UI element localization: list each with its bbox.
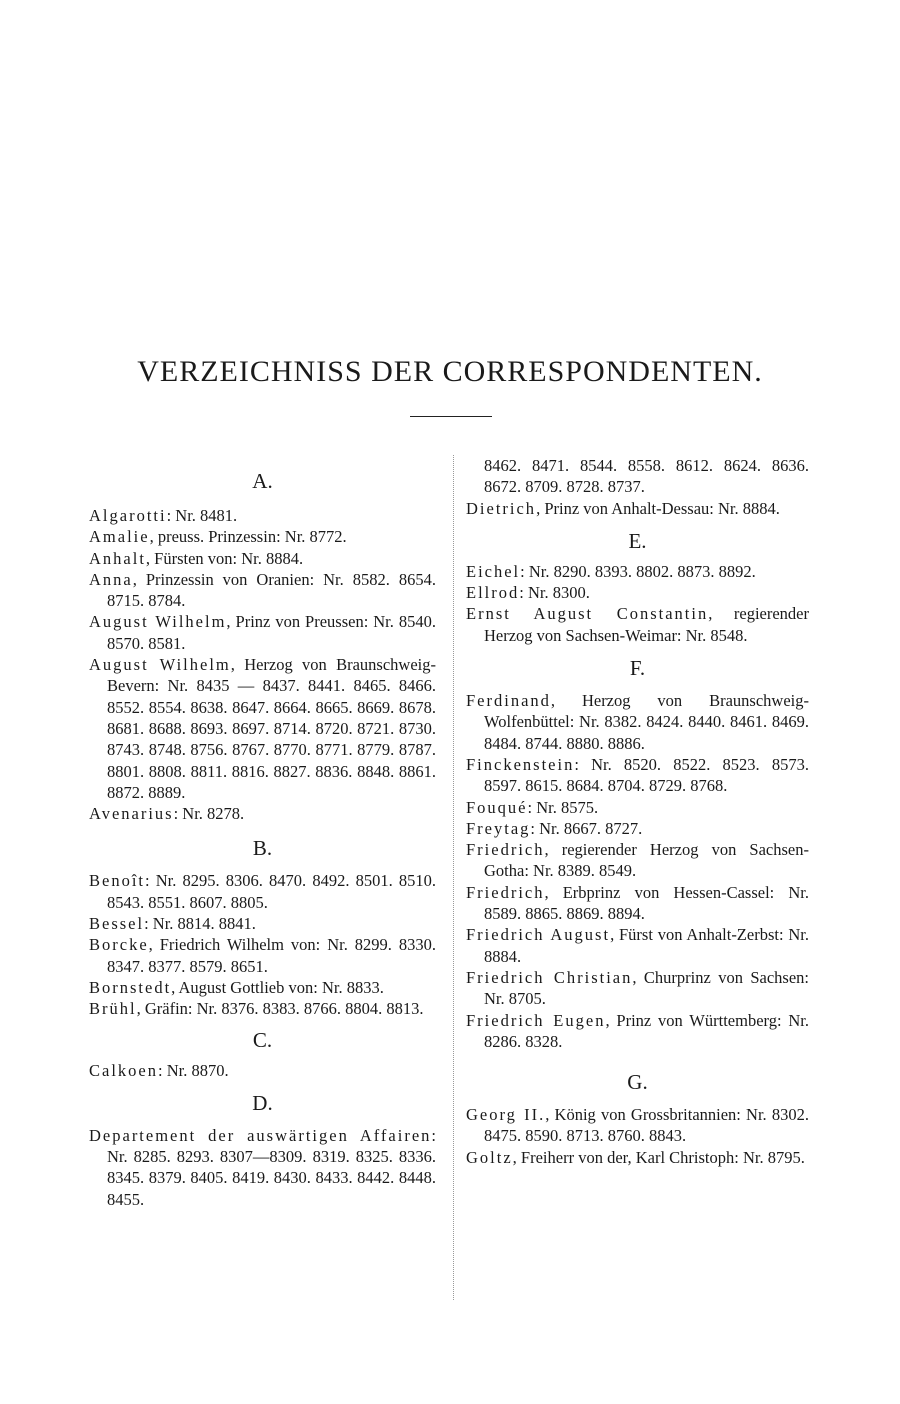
entry-references: , Erbprinz von Hessen-Cassel: Nr. 8589. 8865. 8869. 8894. bbox=[484, 882, 809, 924]
section-letter: D. bbox=[252, 1090, 273, 1115]
entry-references: , Friedrich Wilhelm von: Nr. 8299. 8330. 8347. 8377. 8579. 8651. bbox=[107, 935, 436, 976]
index-entry bbox=[466, 1010, 809, 1053]
correspondent-name: Calkoen bbox=[89, 1060, 158, 1080]
correspondent-name: Friedrich bbox=[466, 840, 545, 860]
index-entry bbox=[89, 913, 436, 934]
entry-references: : Nr. 8278. bbox=[173, 804, 245, 824]
correspondent-name: Borcke bbox=[89, 935, 149, 955]
entry-references: : Nr. 8667. 8727. bbox=[530, 818, 643, 838]
index-entry bbox=[466, 924, 809, 967]
index-entry bbox=[466, 603, 809, 646]
section-letter: G. bbox=[627, 1070, 648, 1095]
entry-references: , Fürsten von: Nr. 8884. bbox=[145, 548, 304, 568]
index-entry bbox=[89, 526, 436, 547]
correspondent-name: Ernst August Constantin bbox=[466, 604, 709, 624]
index-entry bbox=[466, 561, 809, 582]
correspondent-name: Bornstedt bbox=[89, 977, 172, 997]
correspondent-name: Ferdinand bbox=[466, 691, 551, 711]
section-letter: A. bbox=[252, 469, 273, 493]
index-entry bbox=[466, 882, 809, 925]
index-entry bbox=[89, 998, 436, 1019]
section-letter: B. bbox=[252, 836, 273, 861]
right-column bbox=[466, 455, 809, 1168]
entry-references: , Herzog von Braunschweig-Wolfenbüttel: Nr. 8382. 8424. 8440. 8461. 8469. 8484. 8744. 8880. 8886. bbox=[484, 691, 809, 753]
index-entry bbox=[466, 455, 809, 498]
index-entry bbox=[89, 870, 436, 913]
correspondent-name: Benoît bbox=[89, 871, 145, 891]
index-entry bbox=[466, 1147, 809, 1168]
entry-references: : Nr. 8300. bbox=[519, 583, 590, 603]
entry-references: : Nr. 8870. bbox=[158, 1060, 229, 1080]
left-column bbox=[89, 455, 436, 1210]
correspondent-name: Finckenstein bbox=[466, 754, 575, 774]
correspondent-name: Freytag bbox=[466, 818, 531, 838]
title-rule bbox=[410, 416, 492, 417]
correspondent-name: Brühl bbox=[89, 999, 137, 1019]
entry-references: , Prinzessin von Oranien: Nr. 8582. 8654. 8715. 8784. bbox=[107, 569, 436, 611]
correspondent-name: Anna bbox=[89, 569, 133, 589]
entry-references: , König von Grossbritannien: Nr. 8302. 8475. 8590. 8713. 8760. 8843. bbox=[484, 1105, 809, 1146]
index-entry bbox=[466, 754, 809, 797]
column-divider bbox=[453, 455, 454, 1300]
entry-references: , August Gottlieb von: Nr. 8833. bbox=[171, 977, 384, 997]
index-entry bbox=[466, 967, 809, 1010]
index-entry bbox=[466, 839, 809, 882]
entry-references: 8462. 8471. 8544. 8558. 8612. 8624. 8636. 8672. 8709. 8728. 8737. bbox=[484, 456, 809, 497]
index-entry bbox=[89, 1060, 436, 1081]
entry-references: , Fürst von Anhalt-Zerbst: Nr. 8884. bbox=[484, 925, 809, 966]
correspondent-name: Anhalt bbox=[89, 548, 146, 568]
index-entry bbox=[89, 505, 436, 526]
index-entry bbox=[89, 934, 436, 977]
index-entry bbox=[89, 654, 436, 803]
index-entry bbox=[466, 797, 809, 818]
entry-references: : Nr. 8814. 8841. bbox=[144, 914, 256, 934]
page-title: VERZEICHNISS DER CORRESPONDENTEN. bbox=[137, 355, 763, 388]
index-entry bbox=[466, 1104, 809, 1147]
entry-references: , preuss. Prinzessin: Nr. 8772. bbox=[149, 527, 347, 547]
entry-references: : Nr. 8481. bbox=[166, 506, 238, 525]
entry-references: : Nr. 8575. bbox=[527, 797, 599, 817]
entry-references: , Prinz von Württemberg: Nr. 8286. 8328. bbox=[484, 1010, 809, 1051]
index-entry bbox=[89, 548, 436, 569]
index-entry bbox=[466, 818, 809, 839]
entry-references: , regierender Herzog von Sachsen-Gotha: Nr. 8389. 8549. bbox=[484, 840, 809, 881]
correspondent-name: Bessel bbox=[89, 914, 145, 934]
index-entry bbox=[89, 977, 436, 998]
entry-references: , Gräfin: Nr. 8376. 8383. 8766. 8804. 8813. bbox=[136, 999, 424, 1019]
correspondent-name: August Wilhelm bbox=[89, 655, 231, 675]
section-letter: C. bbox=[252, 1027, 273, 1052]
index-entry bbox=[466, 582, 809, 603]
entry-references: , Churprinz von Sachsen: Nr. 8705. bbox=[484, 967, 809, 1009]
correspondent-name: August Wilhelm bbox=[89, 612, 227, 632]
correspondent-name: Algarotti bbox=[89, 506, 167, 525]
index-entry bbox=[89, 803, 436, 824]
index-entry bbox=[466, 498, 809, 519]
entry-references: : Nr. 8520. 8522. 8523. 8573. 8597. 8615. 8684. 8704. 8729. 8768. bbox=[484, 754, 809, 796]
entry-references: , Freiherr von der, Karl Christoph: Nr. 8795. bbox=[512, 1147, 805, 1167]
correspondent-name: Friedrich bbox=[466, 882, 545, 902]
correspondent-name: Departement der auswärtigen Affairen bbox=[89, 1125, 432, 1145]
entry-references: : Nr. 8295. 8306. 8470. 8492. 8501. 8510. 8543. 8551. 8607. 8805. bbox=[107, 871, 436, 912]
correspondent-name: Amalie bbox=[89, 527, 150, 547]
correspondent-name: Friedrich Christian bbox=[466, 967, 633, 987]
entry-references: , Herzog von Braunschweig-Bevern: Nr. 8435 — 8437. 8441. 8465. 8466. 8552. 8554. 8638. 8647. 8664. 8665. 8669. 8678. 8681. 8688. 8693. 8697. 8714. 8720. 8721. 8730. 8743. 8748. 8756. 8767. 8770. 8771. 8779. 8787. 8801. 8808. 8811. 8816. 8827. 8836. 8848. 8861. 8872. 8889. bbox=[107, 655, 436, 802]
index-entry bbox=[89, 569, 436, 612]
entry-references: , regierender Herzog von Sachsen-Weimar: Nr. 8548. bbox=[484, 604, 809, 645]
correspondent-name: Georg II. bbox=[466, 1105, 546, 1125]
correspondent-name: Friedrich August bbox=[466, 925, 611, 945]
index-entry bbox=[466, 690, 809, 754]
correspondent-name: Ellrod bbox=[466, 583, 520, 603]
correspondent-name: Avenarius bbox=[89, 804, 174, 824]
index-entry bbox=[89, 611, 436, 654]
correspondent-name: Eichel bbox=[466, 561, 521, 581]
section-letter: E. bbox=[628, 528, 647, 553]
correspondent-name: Friedrich Eugen bbox=[466, 1010, 606, 1030]
entry-references: , Prinz von Anhalt-Dessau: Nr. 8884. bbox=[536, 498, 780, 518]
entry-references: : Nr. 8285. 8293. 8307—8309. 8319. 8325. 8336. 8345. 8379. 8405. 8419. 8430. 8433. 8442. 8448. 8455. bbox=[107, 1125, 436, 1209]
index-entry bbox=[89, 1125, 436, 1210]
correspondent-name: Dietrich bbox=[466, 498, 537, 518]
correspondent-name: Goltz bbox=[466, 1147, 513, 1167]
entry-references: : Nr. 8290. 8393. 8802. 8873. 8892. bbox=[520, 561, 756, 581]
correspondent-name: Fouqué bbox=[466, 797, 528, 817]
entry-references: , Prinz von Preussen: Nr. 8540. 8570. 8581. bbox=[107, 612, 436, 653]
section-letter: F. bbox=[629, 656, 646, 681]
